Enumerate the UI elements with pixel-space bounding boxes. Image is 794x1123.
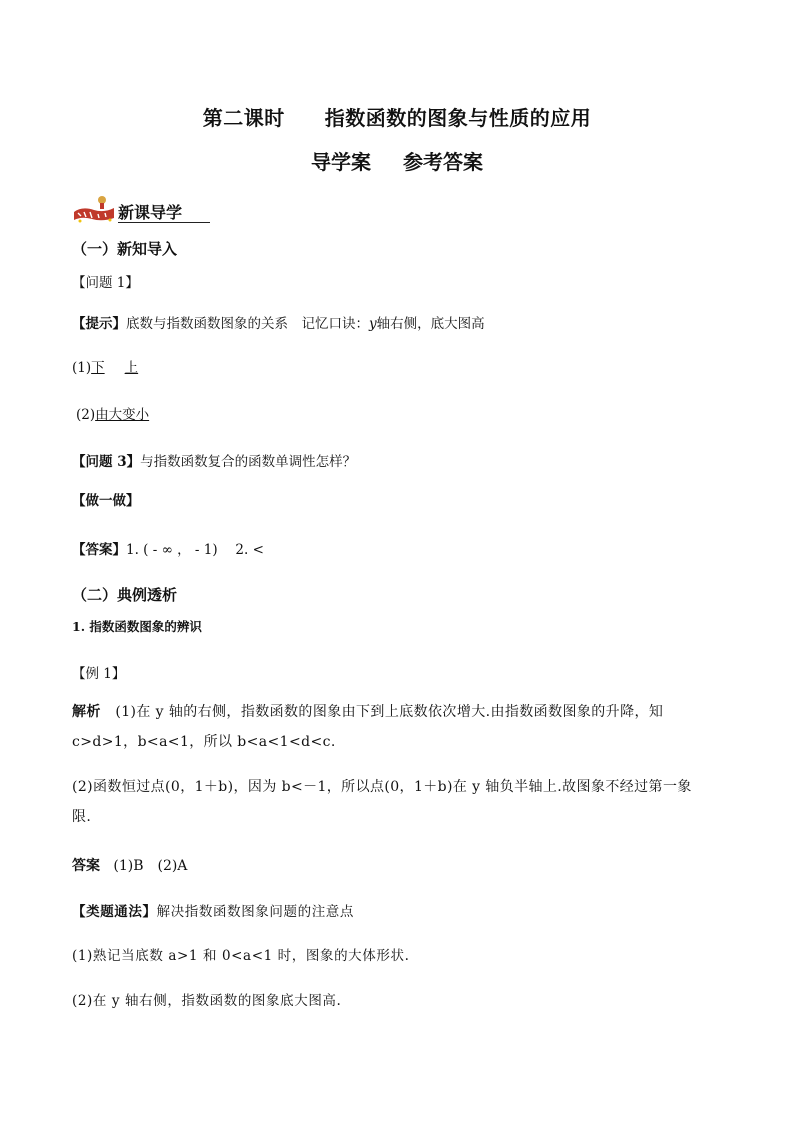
analysis-paragraph-1 xyxy=(72,697,720,727)
answer-line xyxy=(72,538,264,558)
answer-ex-text: (1)B (2)A xyxy=(113,858,188,874)
subtitle-right: 参考答案 xyxy=(403,150,483,174)
q3-tag: 【问题 3】 xyxy=(72,454,141,470)
part1-heading: （一）新知导入 xyxy=(72,240,178,258)
answer-example-1 xyxy=(72,855,187,875)
section-underline xyxy=(118,222,210,223)
item1-prefix: (1) xyxy=(72,360,92,376)
question-1: 【问题 1】 xyxy=(72,275,139,291)
item-2 xyxy=(76,403,149,423)
item-1 xyxy=(72,356,138,376)
part2-heading: （二）典例透析 xyxy=(72,586,178,604)
answer-text: 1. ( - ∞ ， - 1) 2. < xyxy=(126,542,264,558)
answer-ex-tag: 答案 xyxy=(72,858,100,874)
hint-text: 底数与指数函数图象的关系 记忆口诀： xyxy=(126,316,369,332)
analysis-tag: 解析 xyxy=(72,704,101,720)
method-point-1: (1)熟记当底数 a>1 和 0<a<1 时，图象的大体形状. xyxy=(72,948,410,964)
hint-line xyxy=(72,312,485,332)
topic-1: 1. 指数函数图象的辨识 xyxy=(72,619,202,634)
analysis-line-2: c>d>1，b<a<1，所以 b<a<1<d<c. xyxy=(72,734,336,750)
item1-answer-a: 下 xyxy=(91,360,105,376)
try-it: 【做一做】 xyxy=(72,493,140,509)
question-3 xyxy=(72,450,356,470)
q3-text: 与指数函数复合的函数单调性怎样？ xyxy=(140,454,357,470)
section-title: 新课导学 xyxy=(118,203,183,222)
xinkedaoxue-logo-icon xyxy=(72,194,116,224)
item1-answer-b: 上 xyxy=(124,360,139,376)
method-heading xyxy=(72,900,354,920)
item2-answer: 由大变小 xyxy=(95,407,150,423)
analysis-line-4: 限. xyxy=(72,809,92,825)
hint-rest: 轴右侧，底大图高 xyxy=(376,316,485,332)
page-subtitle xyxy=(0,146,794,175)
item2-prefix: (2) xyxy=(76,407,96,423)
hint-tag: 【提示】 xyxy=(72,316,126,332)
analysis-line-3: (2)函数恒过点(0，1＋b)，因为 b<－1，所以点(0，1＋b)在 y 轴负半轴上.故图象不经过第一象 xyxy=(72,779,692,795)
answer-tag: 【答案】 xyxy=(72,542,126,558)
method-text: 解决指数函数图象问题的注意点 xyxy=(156,904,355,920)
method-point-2: (2)在 y 轴右侧，指数函数的图象底大图高. xyxy=(72,993,342,1009)
page-title xyxy=(0,102,794,131)
analysis-line-1: (1)在 y 轴的右侧，指数函数的图象由下到上底数依次增大.由指数函数图象的升降，知 xyxy=(115,704,664,720)
lesson-label: 第二课时 xyxy=(202,106,285,130)
lesson-topic: 指数函数的图象与性质的应用 xyxy=(324,106,592,130)
hint-y: y xyxy=(369,316,377,332)
example-1: 【例 1】 xyxy=(72,666,126,682)
subtitle-left: 导学案 xyxy=(311,150,371,174)
section-header xyxy=(72,194,222,228)
method-tag: 【类题通法】 xyxy=(72,904,157,920)
